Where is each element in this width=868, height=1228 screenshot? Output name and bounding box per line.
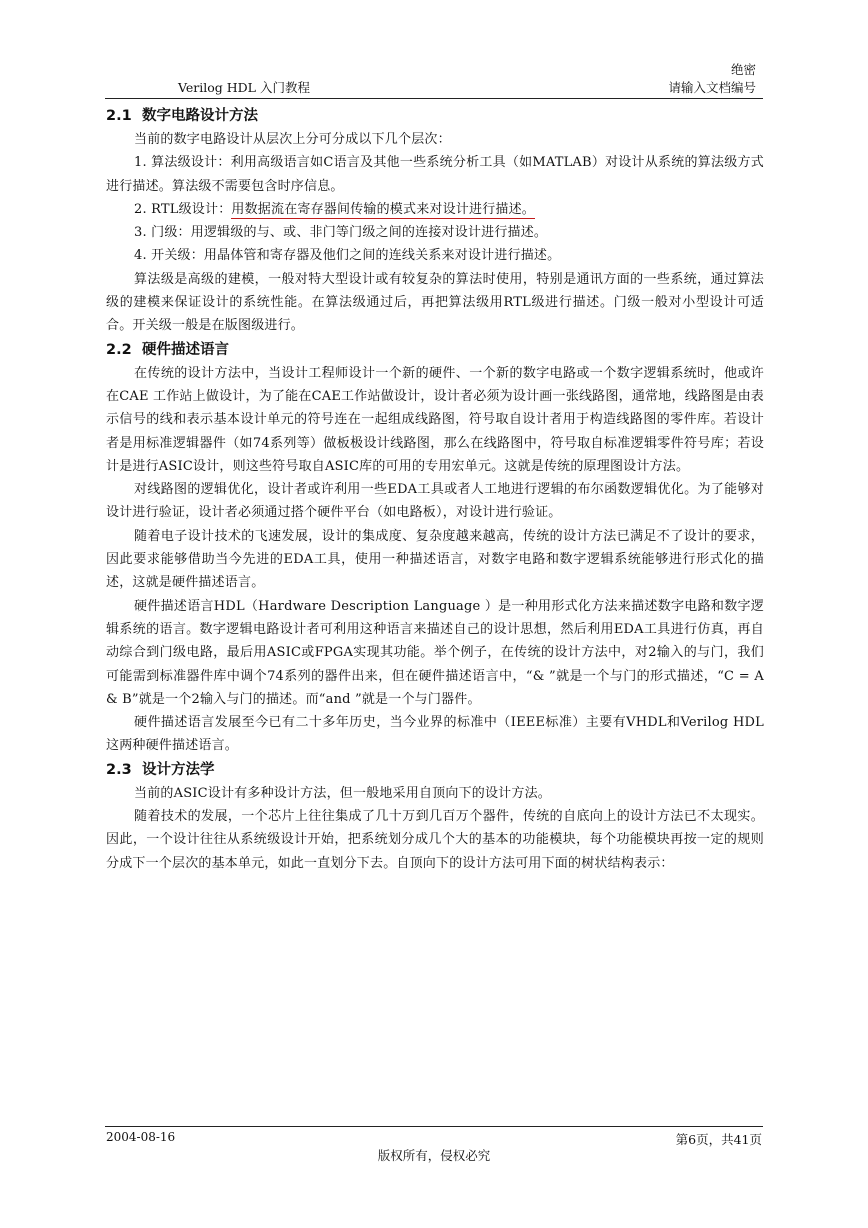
section-number: 2.3 — [106, 761, 132, 778]
red-underlined-text: 用数据流在寄存器间传输的模式来对设计进行描述。 — [231, 201, 536, 217]
rtl-prefix: 2. RTL级设计： — [134, 201, 232, 217]
paragraph: 随着技术的发展，一个芯片上往往集成了几十万到几百万个器件，传统的自底向上的设计方法已不太现实。因此，一个设计往往从系统级设计开始，把系统划分成几个大的基本的功能模块，每个功能模块再按一定的规则分成下一个层次的基本单元，如此一直划分下去。自顶向下的设计方法可用下面的树状结构表示： — [106, 809, 764, 871]
footer-date: 2004-08-16 — [106, 1130, 176, 1144]
page-content — [106, 104, 764, 875]
section-title: 数字电路设计方法 — [142, 108, 258, 124]
section-heading — [106, 758, 764, 782]
paragraph: 随着电子设计技术的飞速发展，设计的集成度、复杂度越来越高，传统的设计方法已满足不了设计的要求，因此要求能够借助当今先进的EDA工具，使用一种描述语言，对数字电路和数字逻辑系统能够进行形式化的描述，这就是硬件描述语言。 — [106, 528, 764, 591]
paragraph: 3. 门级：用逻辑级的与、或、非门等门级之间的连接对设计进行描述。 — [134, 225, 548, 241]
section-title: 设计方法学 — [142, 761, 215, 778]
paragraph-rtl — [106, 198, 764, 221]
paragraph: 硬件描述语言HDL（Hardware Description Language ）是一种用形式化方法来描述数字电路和数字逻辑系统的语言。数字逻辑电路设计者可利用这种语言来描述自己的设计思想，然后利用EDA工具进行仿真，再自动综合到门级电路，最后用ASIC或FPGA实现其功能。举个例子，在传统的设计方法中，对2输入的与门，我们可能需到标准器件库中调个74系列的器件出来，但在硬件描述语言中，“& ”就是一个与门的形式描述，“C = A & B”就是一个2输入与门的描述。而“and ”就是一个与门器件。 — [106, 598, 764, 707]
footer-divider — [105, 1126, 763, 1127]
doc-number: 请输入文档编号 — [668, 80, 756, 95]
paragraph: 硬件描述语言发展至今已有二十多年历史，当今业界的标准中（IEEE标准）主要有VHDL和Verilog HDL 这两种硬件描述语言。 — [106, 715, 764, 754]
section-number: 2.2 — [106, 341, 132, 358]
paragraph: 1. 算法级设计：利用高级语言如C语言及其他一些系统分析工具（如MATLAB）对设计从系统的算法级方式进行描述。算法级不需要包含时序信息。 — [106, 155, 764, 194]
copyright-notice: 版权所有，侵权必究 — [377, 1148, 491, 1163]
section-number: 2.1 — [106, 108, 132, 124]
section-heading — [106, 338, 764, 362]
confidential-label: 绝密 — [730, 62, 756, 77]
paragraph: 当前的数字电路设计从层次上分可分成以下几个层次： — [134, 132, 451, 147]
paragraph: 当前的ASIC设计有多种设计方法，但一般地采用自顶向下的设计方法。 — [134, 785, 551, 801]
doc-title: Verilog HDL 入门教程 — [178, 80, 310, 95]
paragraph: 4. 开关级：用晶体管和寄存器及他们之间的连线关系来对设计进行描述。 — [134, 248, 561, 264]
page-number: 第6页，共41页 — [675, 1132, 762, 1147]
paragraph: 在传统的设计方法中，当设计工程师设计一个新的硬件、一个新的数字电路或一个数字逻辑系统时，他或许在CAE 工作站上做设计，为了能在CAE工作站做设计，设计者必须为设计画一张线路图，通常地，线路图是由表示信号的线和表示基本设计单元的符号连在一起组成线路图，符号取自设计者用于构造线路图的零件库。若设计者是用标准逻辑器件（如74系列等）做板极设计线路图，那么在线路图中，符号取自标准逻辑零件符号库；若设计是进行ASIC设计，则这些符号取自ASIC库的可用的专用宏单元。这就是传统的原理图设计方法。 — [106, 365, 764, 474]
section-title: 硬件描述语言 — [142, 341, 229, 358]
section-heading — [106, 104, 764, 128]
paragraph: 算法级是高级的建模，一般对特大型设计或有较复杂的算法时使用，特别是通讯方面的一些系统，通过算法级的建模来保证设计的系统性能。在算法级通过后，再把算法级用RTL级进行描述。门级一般对小型设计可适合。开关级一般是在版图级进行。 — [106, 271, 764, 334]
header-divider — [105, 98, 763, 99]
paragraph: 对线路图的逻辑优化，设计者或许利用一些EDA工具或者人工地进行逻辑的布尔函数逻辑优化。为了能够对设计进行验证，设计者必须通过搭个硬件平台（如电路板），对设计进行验证。 — [106, 482, 764, 521]
